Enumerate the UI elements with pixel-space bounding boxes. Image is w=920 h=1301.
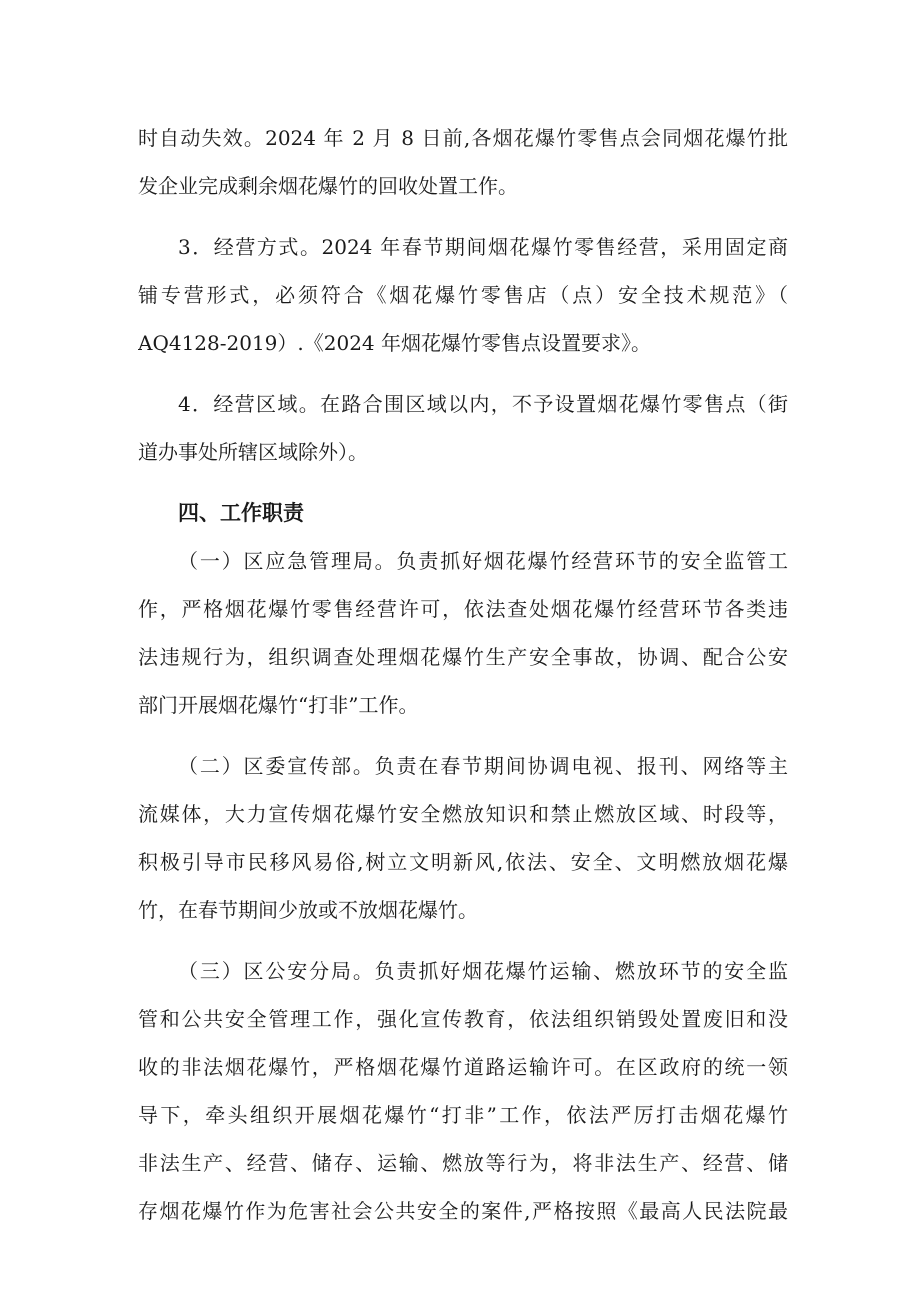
paragraph-publicity-department bbox=[138, 742, 788, 934]
text-line: 发企业完成剩余烟花爆竹的回收处置工作。 bbox=[138, 174, 518, 198]
text-line: 管和公共安全管理工作，强化宣传教育，依法组织销毁处置废旧和没 bbox=[138, 1007, 788, 1031]
document-body bbox=[138, 114, 788, 1235]
text-line: 4．经营区域。在路合围区域以内，不予设置烟花爆竹零售点（街 bbox=[178, 392, 788, 416]
section-heading: 四、工作职责 bbox=[178, 501, 304, 525]
text-line: 3．经营方式。2024 年春节期间烟花爆竹零售经营，采用固定商 bbox=[178, 235, 788, 259]
text-line: AQ4128-2019）.《2024 年烟花爆竹零售点设置要求》。 bbox=[138, 331, 652, 355]
text-line: 道办事处所辖区域除外）。 bbox=[138, 440, 368, 464]
text-line: 铺专营形式，必须符合《烟花爆竹零售店（点）安全技术规范》（ bbox=[138, 283, 788, 307]
text-line: （一）区应急管理局。负责抓好烟花爆竹经营环节的安全监管工 bbox=[178, 549, 788, 573]
paragraph-public-security bbox=[138, 947, 788, 1235]
text-line: （二）区委宣传部。负责在春节期间协调电视、报刊、网络等主 bbox=[178, 754, 788, 778]
text-line: 部门开展烟花爆竹“打非”工作。 bbox=[138, 693, 419, 717]
text-line: 法违规行为，组织调查处理烟花爆竹生产安全事故，协调、配合公安 bbox=[138, 645, 788, 669]
text-line: 作，严格烟花爆竹零售经营许可，依法查处烟花爆竹经营环节各类违 bbox=[138, 597, 788, 621]
text-line: 收的非法烟花爆竹，严格烟花爆竹道路运输许可。在区政府的统一领 bbox=[138, 1055, 788, 1079]
text-line: 流媒体，大力宣传烟花爆竹安全燃放知识和禁止燃放区域、时段等， bbox=[138, 802, 788, 826]
paragraph-business-area bbox=[138, 380, 788, 476]
text-line: 存烟花爆竹作为危害社会公共安全的案件,严格按照《最高人民法院最 bbox=[138, 1199, 788, 1223]
text-line: 导下，牵头组织开展烟花爆竹“打非”工作，依法严厉打击烟花爆竹 bbox=[138, 1103, 788, 1127]
paragraph-continuation bbox=[138, 114, 788, 210]
text-line: 竹，在春节期间少放或不放烟花爆竹。 bbox=[138, 898, 478, 922]
text-line: 非法生产、经营、储存、运输、燃放等行为，将非法生产、经营、储 bbox=[138, 1151, 788, 1175]
text-line: （三）区公安分局。负责抓好烟花爆竹运输、燃放环节的安全监 bbox=[178, 959, 788, 983]
paragraph-emergency-bureau bbox=[138, 537, 788, 729]
paragraph-business-mode bbox=[138, 223, 788, 367]
text-line: 时自动失效。2024 年 2 月 8 日前,各烟花爆竹零售点会同烟花爆竹批 bbox=[138, 126, 788, 150]
text-line: 积极引导市民移风易俗,树立文明新风,依法、安全、文明燃放烟花爆 bbox=[138, 850, 788, 874]
